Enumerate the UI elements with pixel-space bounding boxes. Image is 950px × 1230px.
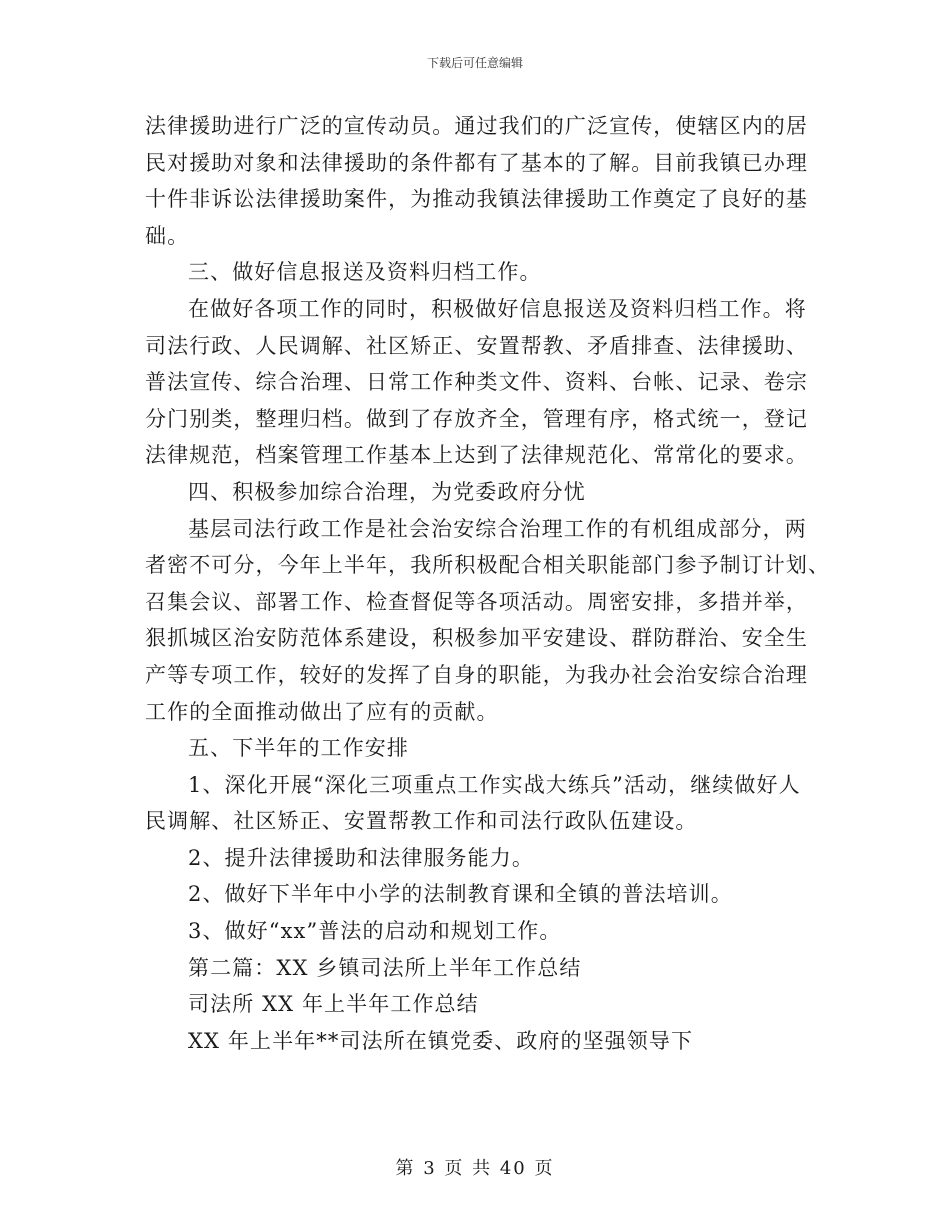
text-line: 2、做好下半年中小学的法制教育课和全镇的普法培训。 xyxy=(188,882,733,907)
text-line: 法律规范，档案管理工作基本上达到了法律规范化、常常化的要求。 xyxy=(145,443,808,468)
text-line: 2、提升法律援助和法律服务能力。 xyxy=(188,845,534,870)
text-line: 司法行政、人民调解、社区矫正、安置帮教、矛盾排查、法律援助、 xyxy=(145,333,808,358)
text-line: 司法所 XX 年上半年工作总结 xyxy=(188,992,479,1017)
document-body xyxy=(145,108,831,1059)
text-line: 普法宣传、综合治理、日常工作种类文件、资料、台帐、记录、卷宗 xyxy=(145,370,808,395)
text-line: 第二篇：XX 乡镇司法所上半年工作总结 xyxy=(188,955,582,980)
text-line: 础。 xyxy=(145,223,190,248)
text-line: 分门别类，整理归档。做到了存放齐全，管理有序，格式统一，登记 xyxy=(145,406,808,431)
text-line: 三、做好信息报送及资料归档工作。 xyxy=(188,260,542,285)
text-line: XX 年上半年**司法所在镇党委、政府的坚强领导下 xyxy=(188,1028,694,1053)
text-line: 产等专项工作，较好的发挥了自身的职能，为我办社会治安综合治理 xyxy=(145,662,808,687)
text-line: 召集会议、部署工作、检查督促等各项活动。周密安排，多措并举， xyxy=(145,589,808,614)
text-line: 狠抓城区治安防范体系建设，积极参加平安建设、群防群治、安全生 xyxy=(145,626,808,651)
text-line: 四、积极参加综合治理，为党委政府分忧 xyxy=(188,479,586,504)
text-line: 十件非诉讼法律援助案件，为推动我镇法律援助工作奠定了良好的基 xyxy=(145,187,808,212)
text-line: 在做好各项工作的同时，积极做好信息报送及资料归档工作。将 xyxy=(188,296,807,321)
text-line: 工作的全面推动做出了应有的贡献。 xyxy=(145,699,499,724)
text-line: 3、做好“xx”普法的启动和规划工作。 xyxy=(188,919,562,944)
text-line: 五、下半年的工作安排 xyxy=(188,736,409,761)
text-line: 民对援助对象和法律援助的条件都有了基本的了解。目前我镇已办理 xyxy=(145,150,808,175)
text-line: 基层司法行政工作是社会治安综合治理工作的有机组成部分，两 xyxy=(188,516,807,541)
page-header: 下载后可任意编辑 xyxy=(426,56,523,70)
text-line: 法律援助进行广泛的宣传动员。通过我们的广泛宣传，使辖区内的居 xyxy=(145,114,808,138)
text-line: 民调解、社区矫正、安置帮教工作和司法行政队伍建设。 xyxy=(145,809,698,834)
page-footer: 第 3 页 共 40 页 xyxy=(395,1158,555,1179)
text-line: 1、深化开展“深化三项重点工作实战大练兵”活动，继续做好人 xyxy=(188,772,801,797)
text-line: 者密不可分，今年上半年，我所积极配合相关职能部门参予制订计划、 xyxy=(145,553,831,578)
